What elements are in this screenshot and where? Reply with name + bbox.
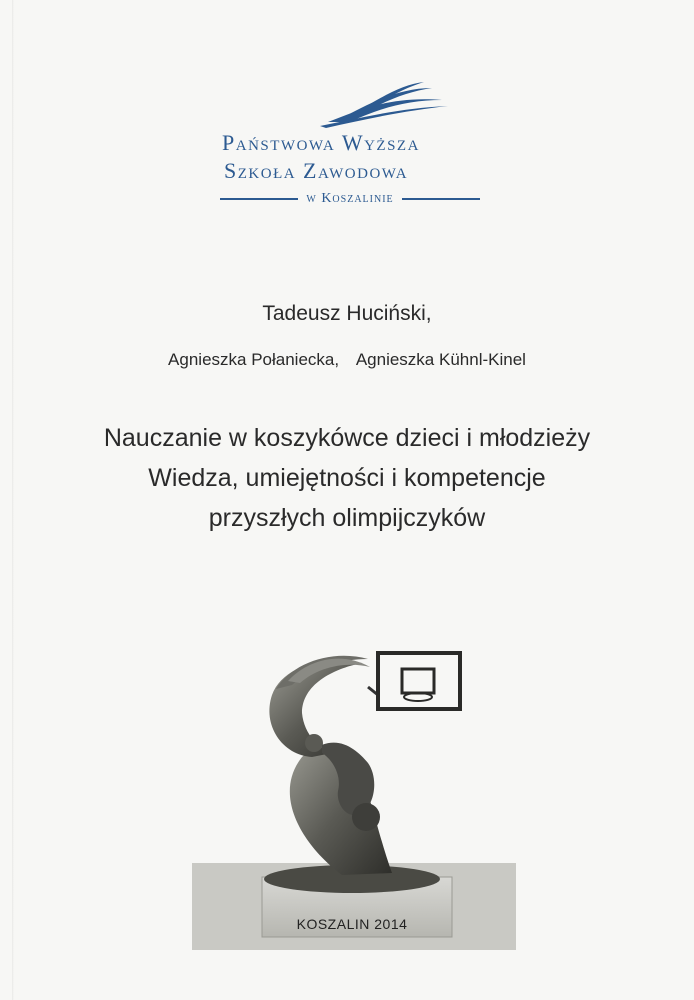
university-logo (200, 82, 500, 212)
title-line-1: Nauczanie w koszykówce dzieci i młodzieży (103, 424, 591, 452)
title-line-3: przyszłych olimpijczyków (208, 504, 486, 532)
title-line-2: Wiedza, umiejętności i kompetencje (148, 464, 546, 492)
logo-line-1: Państwowa Wyższa (222, 130, 420, 155)
co-authors (0, 350, 694, 370)
logo-rule-left (220, 198, 298, 200)
co-author-1: Agnieszka Połaniecka, (168, 350, 340, 369)
book-title (0, 418, 694, 538)
main-author: Tadeusz Huciński, (262, 302, 432, 325)
co-author-2: Agnieszka Kühnl-Kinel (355, 350, 526, 369)
logo-subtitle-text: w Koszalinie (306, 191, 394, 206)
logo-subtitle (220, 191, 480, 207)
place-and-year: KOSZALIN 2014 (296, 916, 408, 932)
basketball-sculpture-image (192, 645, 516, 950)
waves-logo-icon (320, 82, 450, 128)
logo-rule-right (402, 198, 480, 200)
logo-line-2: Szkoła Zawodowa (224, 158, 409, 183)
